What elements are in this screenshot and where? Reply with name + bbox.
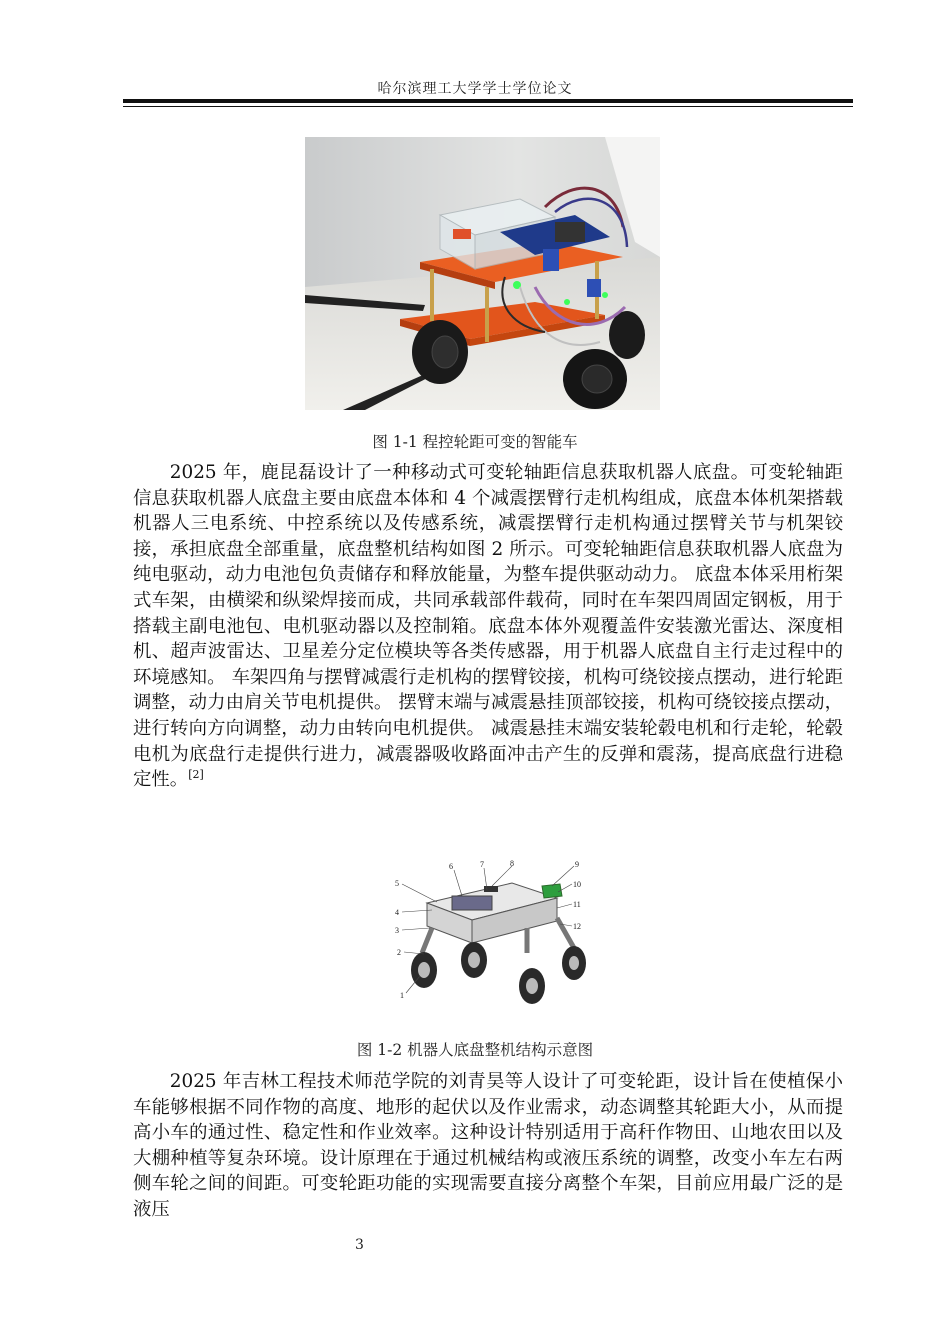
callout-2: 2 (397, 948, 401, 957)
callout-4: 4 (395, 908, 399, 917)
callout-3: 3 (395, 926, 399, 935)
callout-7: 7 (480, 860, 484, 869)
callout-1: 1 (400, 991, 404, 1000)
figure2-caption: 图 1-2 机器人底盘整机结构示意图 (356, 1041, 594, 1059)
body-paragraph-1 (133, 460, 843, 793)
paragraph1-text: 2025 年，鹿昆磊设计了一种移动式可变轮轴距信息获取机器人底盘。可变轮轴距信息获取机器人底盘主要由底盘本体和 4 个减震摆臂行走机构组成，底盘本体机架搭载机器人三电系统、中控系统以及传感系统，减震摆臂行走机构通过摆臂关节与机架铰接，承担底盘全部重量，底盘整机结构如图 2 所示。可变轮轴距信息获取机器人底盘为纯电驱动，动力电池包负责储存和释放能量，为整车提供驱动动力。 底盘本体采用桁架式车架，由横梁和纵梁焊接而成，共同承载部件载荷，同时在车架四周固定钢板，用于搭载主副电池包、电机驱动器以及控制箱。底盘本体外观覆盖件安装激光雷达、深度相机、超声波雷达、卫星差分定位模块等各类传感器，用于机器人底盘自主行走过程中的环境感知。 车架四角与摆臂减震行走机构的摆臂铰接，机构可绕铰接点摆动，进行轮距调整，动力由肩关节电机提供。 摆臂末端与减震悬挂顶部铰接，机构可绕铰接点摆动，进行转向方向调整，动力由转向电机提供。 减震悬挂末端安装轮毂电机和行走轮，轮毂电机为底盘行走提供行进力，减震器吸收路面冲击产生的反弹和震荡，提高底盘行进稳定性。 (133, 462, 843, 791)
body-paragraph-2: 2025 年吉林工程技术师范学院的刘青昊等人设计了可变轮距，设计旨在使植保小车能够根据不同作物的高度、地形的起伏以及作业需求，动态调整其轮距大小，从而提高小车的通过性、稳定性和作业效率。这种设计特别适用于高秆作物田、山地农田以及大棚种植等复杂环境。设计原理在于通过机械结构或液压系统的调整，改变小车左右两侧车轮之间的间距。可变轮距功能的实现需要直接分离整个车架，目前应用最广泛的是液压 (133, 1071, 843, 1220)
callout-9: 9 (575, 860, 579, 869)
page-number: 3 (355, 1237, 364, 1253)
citation-ref: [2] (188, 768, 204, 781)
chassis-structure-diagram (392, 858, 588, 1008)
callout-8: 8 (510, 859, 514, 868)
callout-12: 12 (573, 922, 581, 931)
callout-6: 6 (449, 862, 453, 871)
header-rule-thin (123, 106, 853, 107)
callout-11: 11 (573, 900, 581, 909)
smart-car-photo (305, 137, 660, 410)
running-header: 哈尔滨理工大学学士学位论文 (377, 81, 573, 97)
header-rule-thick (123, 99, 853, 103)
callout-10: 10 (573, 880, 581, 889)
callout-5: 5 (395, 879, 399, 888)
figure1-caption: 图 1-1 程控轮距可变的智能车 (372, 433, 578, 451)
